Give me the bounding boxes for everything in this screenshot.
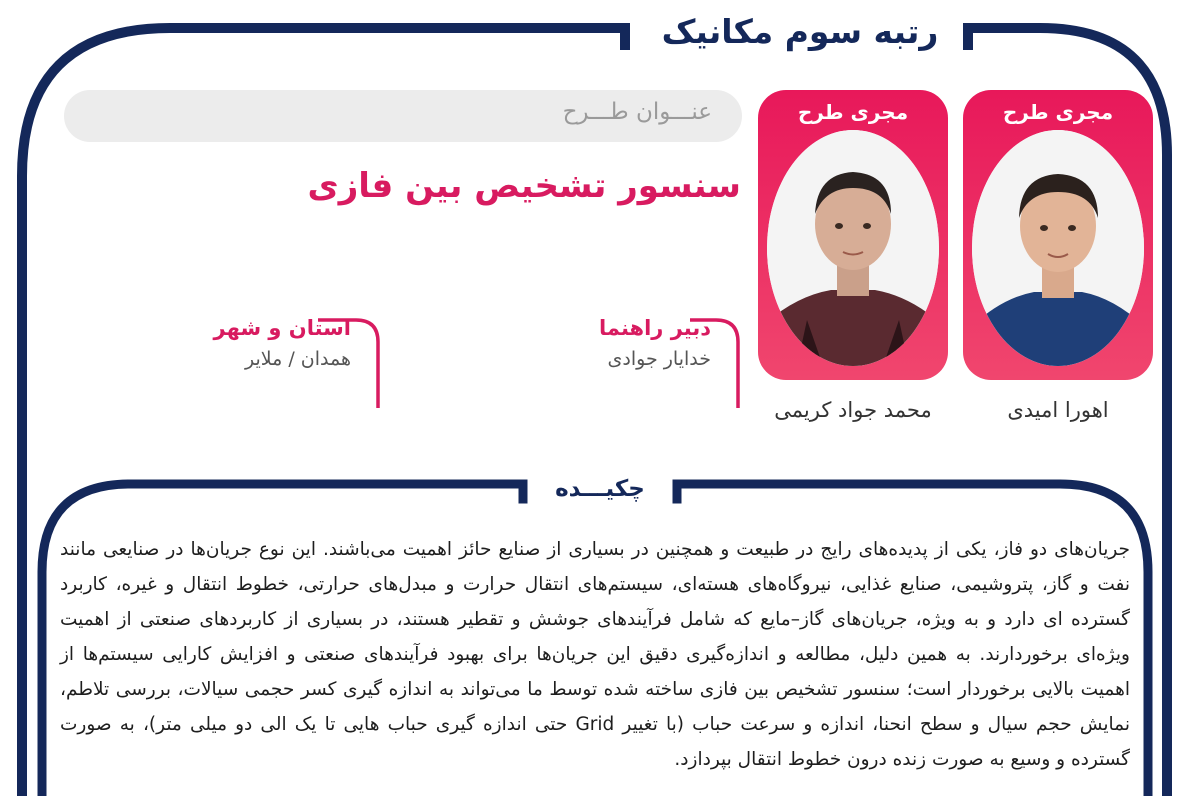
participant-name: اهورا امیدی bbox=[1007, 398, 1109, 422]
supervisor-value: خدایار جوادی bbox=[607, 348, 711, 370]
abstract-text: جریان‌های دو فاز، یکی از پدیده‌های رایج در طبیعت و همچنین در بسیاری از صنایع حائز اهمیت می‌باشند. این نوع جریان‌ها در صنایعی مانند نفت و گاز، پتروشیمی، صنایع غذایی، نیروگاه‌های هسته‌ای، سیستم‌های انتقال حرارت و مبدل‌های حرارتی، خطوط انتقال و غیره، کاربرد گسترده ای دارد و به ویژه، جریان‌های گاز–مایع که شامل فرآیندهای جوشش و تقطیر هستند، در بسیاری از کاربردهای صنعتی از اهمیت ویژه‌ای برخوردارند. به همین دلیل، مطالعه و اندازه‌گیری دقیق این جریان‌ها برای بهبود فرآیندهای صنعتی و افزایش کارایی سیستم‌ها از اهمیت بالایی برخوردار است؛ سنسور تشخیص بین فازی ساخته شده توسط ما می‌تواند به اندازه گیری کسر حجمی سیالات، بررسی تلاطم، نمایش حجم سیال و سطح انحنا، اندازه و سرعت حباب (با تغییر Grid حتی اندازه گیری حباب هایی تا یک الی دو میلی متر)، به صورت گسترده و وسیع به صورت زنده درون خطوط انتقال بپردازد. bbox=[60, 539, 1130, 770]
participant-role: مجری طرح bbox=[1002, 100, 1114, 124]
page-title: رتبه سوم مکانیک bbox=[640, 2, 960, 62]
portrait-photo-icon bbox=[767, 130, 939, 366]
portrait-photo-icon bbox=[972, 130, 1144, 366]
supervisor-label: دبیر راهنما bbox=[599, 316, 711, 340]
location-info bbox=[214, 316, 351, 370]
project-title: سنسور تشخیص بین فازی bbox=[307, 166, 741, 206]
abstract-title: چکیـــده bbox=[528, 464, 672, 514]
location-value: همدان / ملایر bbox=[245, 348, 351, 370]
participant-photo bbox=[972, 130, 1144, 366]
supervisor-info bbox=[599, 316, 711, 370]
participant-card bbox=[963, 90, 1153, 380]
subject-label: عنـــوان طـــرح bbox=[562, 99, 712, 125]
participant-photo bbox=[767, 130, 939, 366]
participant-name: محمد جواد کریمی bbox=[774, 398, 932, 422]
location-label: استان و شهر bbox=[213, 316, 351, 340]
subject-label-pill bbox=[64, 90, 742, 142]
participant-card bbox=[758, 90, 948, 380]
participant-role: مجری طرح bbox=[797, 100, 909, 124]
